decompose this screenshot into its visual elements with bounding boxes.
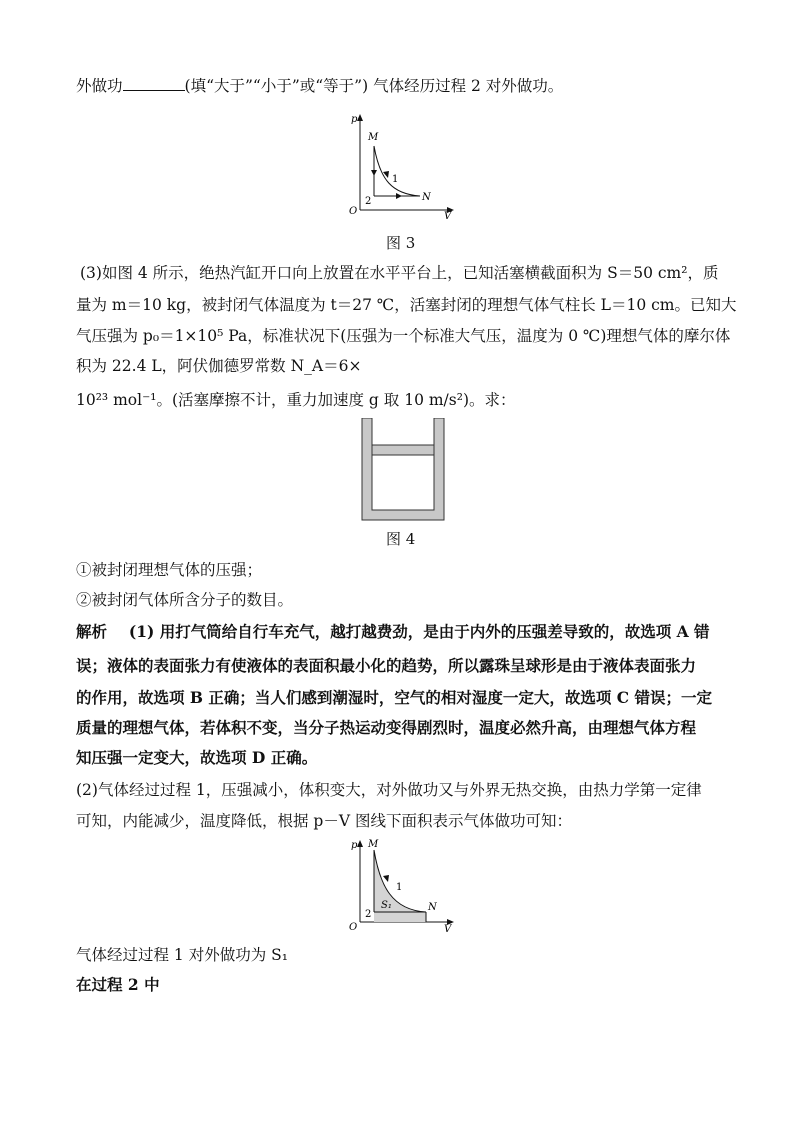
analysis-label: 解析 bbox=[76, 622, 108, 641]
process-label-1: 1 bbox=[392, 174, 399, 185]
axis-label-v: V bbox=[444, 211, 452, 222]
process-label-2: 2 bbox=[365, 909, 372, 920]
paragraph-3-line: 积为 22.4 L，阿伏伽德罗常数 N_A＝6× bbox=[76, 357, 362, 375]
axis-label-p: p bbox=[351, 114, 358, 125]
text-segment: 外做功 bbox=[76, 77, 123, 95]
question-item: ②被封闭气体所含分子的数目。 bbox=[76, 591, 294, 609]
arrow-right bbox=[396, 193, 402, 199]
piston bbox=[372, 445, 434, 455]
analysis-line bbox=[76, 622, 710, 642]
process-1-curve bbox=[374, 146, 420, 196]
analysis-line: 误；液体的表面张力有使液体的表面积最小化的趋势，所以露珠呈球形是由于液体表面张力 bbox=[76, 656, 697, 675]
process-label-1: 1 bbox=[396, 882, 403, 893]
paragraph-3-line: 量为 m＝10 kg，被封闭气体温度为 t＝27 ℃，活塞封闭的理想气体气柱长 L＝10 cm。已知大 bbox=[76, 296, 737, 314]
figure-3-caption: 图 3 bbox=[386, 234, 416, 252]
origin-label: O bbox=[349, 922, 358, 933]
question-item: ①被封闭理想气体的压强； bbox=[76, 561, 263, 579]
analysis-text: (1) 用打气筒给自行车充气，越打越费劲，是由于内外的压强差导致的，故选项 A 错 bbox=[128, 622, 710, 641]
question-line bbox=[76, 76, 563, 96]
conclusion-line: 气体经过过程 1 对外做功为 S₁ bbox=[76, 946, 288, 964]
analysis-line: 知压强一定变大，故选项 D 正确。 bbox=[76, 748, 318, 767]
axis-label-p: p bbox=[351, 840, 358, 851]
area-label-s1: S₁ bbox=[381, 900, 392, 911]
point-label-m: M bbox=[368, 132, 379, 143]
gas-chamber bbox=[372, 455, 434, 510]
paragraph-3-line: 气压强为 p₀＝1×10⁵ Pa，标准状况下(压强为一个标准大气压，温度为 0 ℃)理想气体的摩尔体 bbox=[76, 327, 731, 345]
axis-label-v: V bbox=[444, 924, 452, 935]
process-label-2: 2 bbox=[365, 196, 372, 207]
answer-blank[interactable] bbox=[123, 76, 185, 91]
point-label-n: N bbox=[428, 902, 437, 913]
paragraph-3-line: (3)如图 4 所示，绝热汽缸开口向上放置在水平平台上，已知活塞横截面积为 S＝50 cm²，质 bbox=[80, 264, 719, 282]
part-2-line: 可知，内能减少，温度降低，根据 p－V 图线下面积表示气体做功可知： bbox=[76, 812, 572, 830]
figure-3-pv-diagram bbox=[340, 110, 460, 222]
paragraph-3-line: 10²³ mol⁻¹。(活塞摩擦不计，重力加速度 g 取 10 m/s²)。求： bbox=[76, 391, 516, 409]
figure-4-caption: 图 4 bbox=[386, 530, 416, 548]
analysis-line: 的作用，故选项 B 正确；当人们感到潮湿时，空气的相对湿度一定大，故选项 C 错误；一定 bbox=[76, 688, 713, 707]
arrow-curve bbox=[383, 875, 389, 882]
origin-label: O bbox=[349, 206, 358, 217]
figure-4-cylinder bbox=[360, 418, 446, 522]
point-label-m: M bbox=[368, 839, 379, 850]
arrow-down bbox=[371, 170, 377, 176]
figure-pv-shaded bbox=[340, 836, 460, 938]
analysis-line: 质量的理想气体，若体积不变，当分子热运动变得剧烈时，温度必然升高，由理想气体方程 bbox=[76, 718, 697, 737]
p-axis-arrow bbox=[357, 840, 363, 847]
point-label-n: N bbox=[422, 192, 431, 203]
part-2-line: (2)气体经过过程 1，压强减小，体积变大，对外做功又与外界无热交换，由热力学第一定律 bbox=[76, 781, 702, 799]
conclusion-line: 在过程 2 中 bbox=[76, 975, 160, 994]
p-axis-arrow bbox=[357, 114, 363, 121]
text-segment: (填“大于”“小于”或“等于”) 气体经历过程 2 对外做功。 bbox=[184, 77, 564, 95]
